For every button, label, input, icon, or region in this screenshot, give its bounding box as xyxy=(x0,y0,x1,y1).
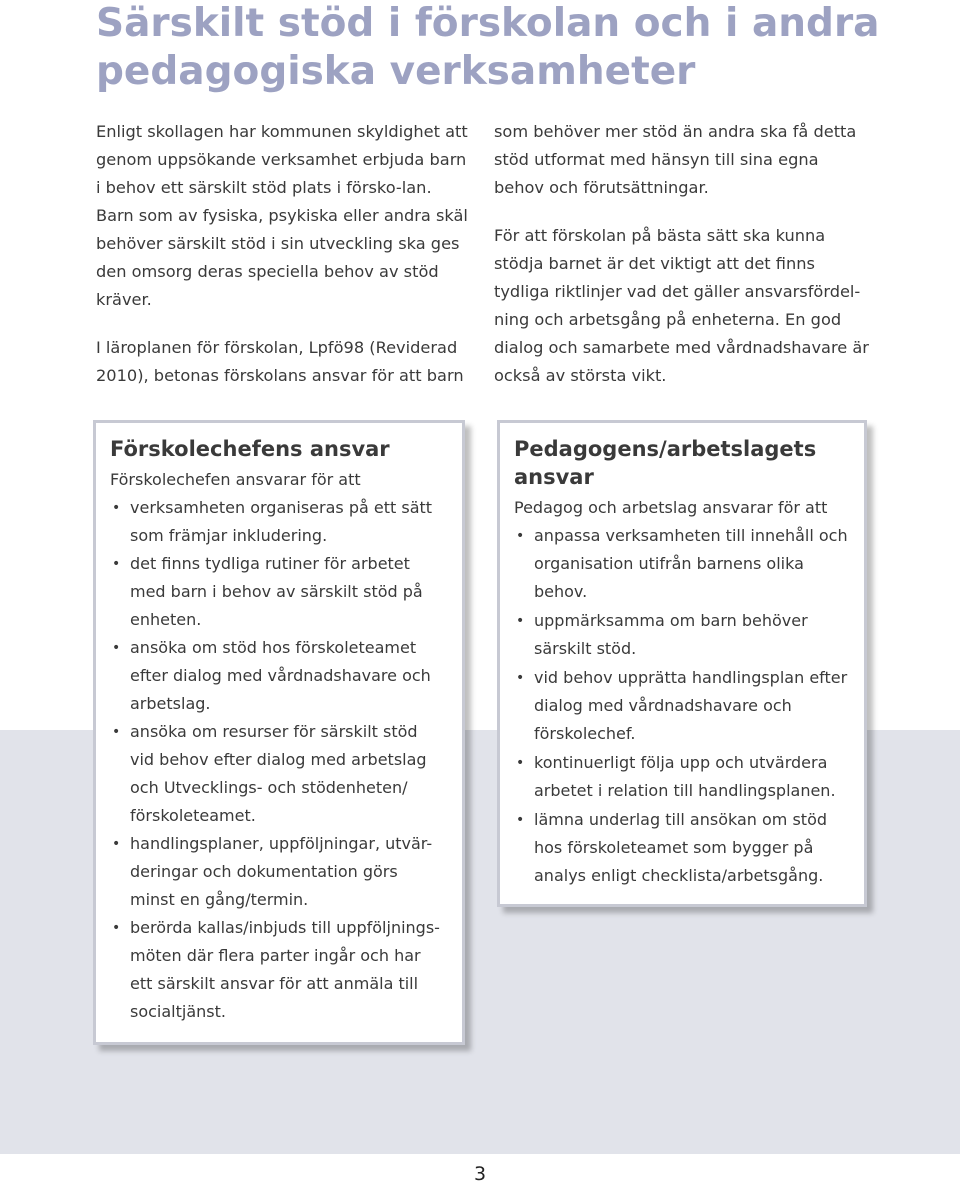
intro-column-right xyxy=(494,118,872,410)
bullet-icon: • xyxy=(112,920,121,936)
principal-responsibility-box xyxy=(93,420,465,1045)
list-item xyxy=(514,664,850,748)
page-number: 3 xyxy=(473,1163,487,1185)
list-item xyxy=(110,914,446,1026)
list-item-text: handlingsplaner, uppföljningar, utvär-deringar och dokumentation görs minst en gång/termin. xyxy=(130,834,433,909)
list-item-text: ansöka om resurser för särskilt stöd vid behov efter dialog med arbetslag och Utvecklings- och stödenheten/ förskoleteamet. xyxy=(130,722,427,825)
list-item xyxy=(514,607,850,663)
bullet-icon: • xyxy=(112,556,121,572)
bullet-icon: • xyxy=(112,724,121,740)
box-lead: Förskolechefen ansvarar för att xyxy=(110,470,361,489)
bullet-icon: • xyxy=(516,613,525,629)
list-item xyxy=(110,494,446,550)
page-title: Särskilt stöd i förskolan och i andra pedagogiska verksamheter xyxy=(96,1,880,94)
intro-paragraph: För att förskolan på bästa sätt ska kunna stödja barnet är det viktigt att det finns tydliga riktlinjer vad det gäller ansvarsfördel-ning och arbetsgång på enheterna. En god dialog och samarbete med vårdnadshavare är också av största vikt. xyxy=(494,226,869,385)
teacher-responsibility-box xyxy=(497,420,867,907)
list-item-text: anpassa verksamheten till innehåll och organisation utifrån barnens olika behov. xyxy=(534,526,848,601)
list-item-text: det finns tydliga rutiner för arbetet med barn i behov av särskilt stöd på enheten. xyxy=(130,554,423,629)
list-item-text: ansöka om stöd hos förskoleteamet efter dialog med vårdnadshavare och arbetslag. xyxy=(130,638,431,713)
list-item xyxy=(514,806,850,890)
box-heading: Pedagogens/arbetslagets ansvar xyxy=(514,437,817,489)
list-item xyxy=(514,749,850,805)
responsibility-list xyxy=(110,494,446,1026)
responsibility-list xyxy=(514,522,850,890)
box-heading: Förskolechefens ansvar xyxy=(110,437,390,461)
list-item-text: kontinuerligt följa upp och utvärdera arbetet i relation till handlingsplanen. xyxy=(534,753,836,800)
bullet-icon: • xyxy=(516,755,525,771)
bullet-icon: • xyxy=(516,670,525,686)
box-lead: Pedagog och arbetslag ansvarar för att xyxy=(514,498,828,517)
list-item-text: berörda kallas/inbjuds till uppföljnings-möten där flera parter ingår och har ett särskilt ansvar för att anmäla till socialtjänst. xyxy=(130,918,440,1021)
bullet-icon: • xyxy=(112,500,121,516)
list-item xyxy=(514,522,850,606)
list-item-text: lämna underlag till ansökan om stöd hos förskoleteamet som bygger på analys enligt checklista/arbetsgång. xyxy=(534,810,828,885)
list-item-text: verksamheten organiseras på ett sätt som främjar inkludering. xyxy=(130,498,433,545)
list-item xyxy=(110,830,446,914)
list-item xyxy=(110,718,446,830)
bullet-icon: • xyxy=(516,812,525,828)
intro-paragraph: Enligt skollagen har kommunen skyldighet att genom uppsökande verksamhet erbjuda barn i behov ett särskilt stöd plats i försko-lan. Barn som av fysiska, psykiska eller andra skäl behöver särskilt stöd i sin utveckling ska ges den omsorg deras speciella behov av stöd kräver. xyxy=(96,122,468,309)
intro-column-left xyxy=(96,118,474,410)
list-item-text: vid behov upprätta handlingsplan efter dialog med vårdnadshavare och förskolechef. xyxy=(534,668,848,743)
list-item xyxy=(110,550,446,634)
bullet-icon: • xyxy=(112,640,121,656)
list-item-text: uppmärksamma om barn behöver särskilt stöd. xyxy=(534,611,808,658)
list-item xyxy=(110,634,446,718)
bullet-icon: • xyxy=(516,528,525,544)
intro-paragraph: som behöver mer stöd än andra ska få detta stöd utformat med hänsyn till sina egna behov och förutsättningar. xyxy=(494,122,857,197)
intro-paragraph: I läroplanen för förskolan, Lpfö98 (Reviderad 2010), betonas förskolans ansvar för att barn xyxy=(96,338,464,385)
bullet-icon: • xyxy=(112,836,121,852)
